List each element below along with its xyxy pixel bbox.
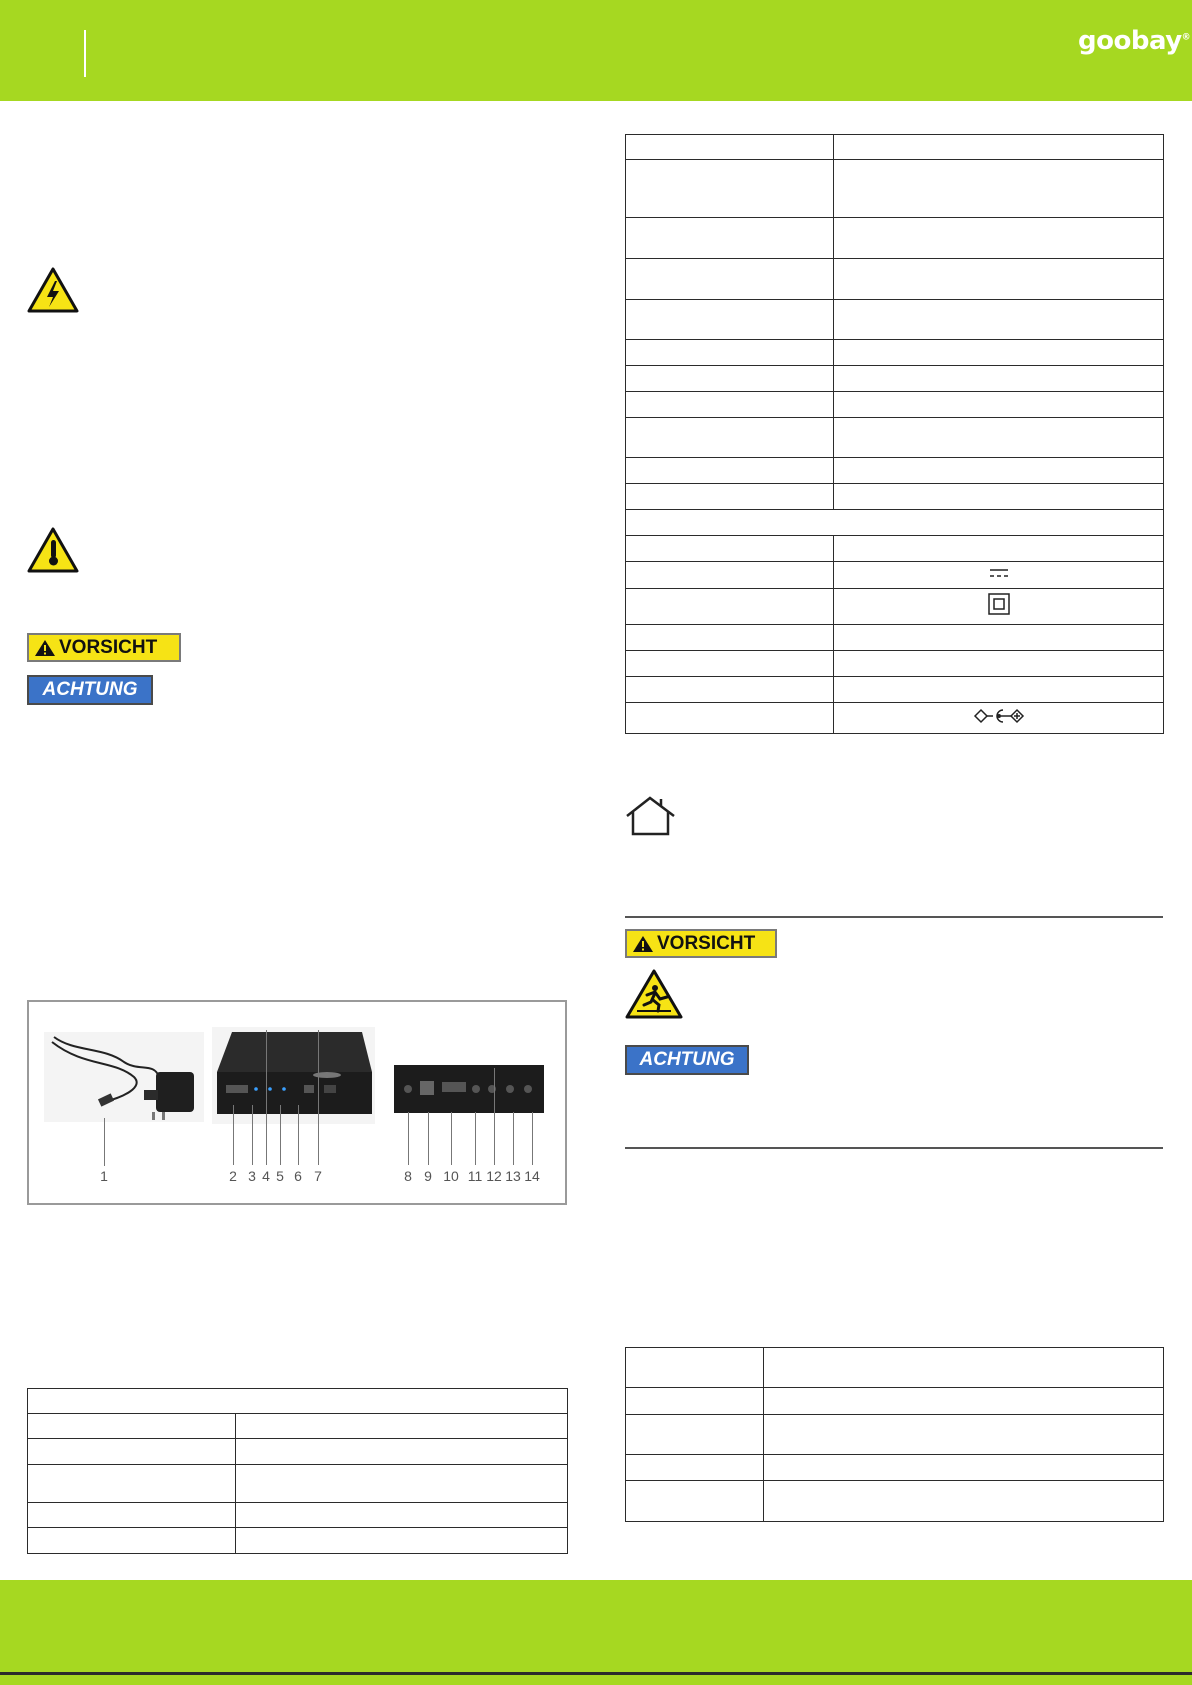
tripping-hazard-warning-icon [625, 969, 683, 1019]
protection-class-ii-icon [988, 593, 1010, 615]
heat-warning-icon [27, 527, 79, 574]
callout-number: 14 [524, 1168, 540, 1184]
callout-number: 2 [229, 1168, 237, 1184]
table-row [28, 1414, 568, 1439]
callout-number: 9 [424, 1168, 432, 1184]
table-row [28, 1528, 568, 1554]
table-row [626, 160, 1164, 218]
polarity-symbol-icon [973, 708, 1025, 724]
header-divider [84, 30, 86, 77]
callout-number: 13 [505, 1168, 521, 1184]
vorsicht-signal-label: VORSICHT [27, 633, 181, 662]
leader-line [233, 1105, 234, 1165]
vorsicht-signal-label: VORSICHT [625, 929, 777, 958]
table-row [626, 536, 1164, 562]
goobay-logo: goobay® [1078, 26, 1191, 56]
page-footer [0, 1580, 1192, 1685]
page-header [0, 0, 1192, 101]
power-adapter-image [44, 1032, 204, 1122]
device-rear-view-image [394, 1065, 544, 1113]
table-row [626, 589, 1164, 625]
leader-line [298, 1105, 299, 1165]
leader-line [318, 1030, 319, 1165]
table-row [626, 259, 1164, 300]
table-row [626, 135, 1164, 160]
table-row [626, 677, 1164, 703]
table-row [626, 625, 1164, 651]
right-spec-table [625, 134, 1164, 734]
callout-number: 12 [486, 1168, 502, 1184]
section-divider [625, 1147, 1163, 1149]
leader-line [104, 1118, 105, 1166]
table-row [626, 1415, 1164, 1455]
leader-line [280, 1105, 281, 1165]
table-row [626, 1481, 1164, 1522]
callout-number: 1 [100, 1168, 108, 1184]
table-row [626, 458, 1164, 484]
warning-triangle-icon [34, 639, 56, 657]
table-row [28, 1465, 568, 1503]
achtung-signal-label: ACHTUNG [625, 1045, 749, 1075]
leader-line [513, 1112, 514, 1165]
device-front-view-image [212, 1027, 375, 1124]
direct-current-icon [989, 567, 1009, 579]
callout-number: 5 [276, 1168, 284, 1184]
table-row [28, 1503, 568, 1528]
table-row [626, 300, 1164, 340]
table-row [626, 1388, 1164, 1415]
callout-number: 3 [248, 1168, 256, 1184]
leader-line [252, 1105, 253, 1165]
leader-line [475, 1112, 476, 1165]
table-row [626, 1348, 1164, 1388]
electric-shock-warning-icon [27, 267, 79, 314]
table-row [626, 562, 1164, 589]
leader-line [266, 1030, 267, 1165]
table-row [28, 1439, 568, 1465]
callout-number: 4 [262, 1168, 270, 1184]
table-row [626, 392, 1164, 418]
footer-bottom-line [0, 1672, 1192, 1675]
leader-line [451, 1112, 452, 1165]
leader-line [494, 1068, 495, 1165]
leader-line [408, 1112, 409, 1165]
table-row [626, 218, 1164, 259]
table-row [626, 1455, 1164, 1481]
section-divider [625, 916, 1163, 918]
table-row [28, 1389, 568, 1414]
right-bottom-table [625, 1347, 1164, 1522]
table-row [626, 510, 1164, 536]
table-row [626, 340, 1164, 366]
left-spec-table [27, 1388, 568, 1554]
callout-number: 11 [467, 1168, 483, 1184]
table-row [626, 366, 1164, 392]
indoor-use-house-icon [625, 796, 676, 836]
leader-line [532, 1112, 533, 1165]
table-row [626, 703, 1164, 734]
callout-number: 8 [404, 1168, 412, 1184]
leader-line [428, 1112, 429, 1165]
callout-number: 7 [314, 1168, 322, 1184]
callout-number: 6 [294, 1168, 302, 1184]
table-row [626, 484, 1164, 510]
table-row [626, 418, 1164, 458]
achtung-signal-label: ACHTUNG [27, 675, 153, 705]
warning-triangle-icon [632, 935, 654, 953]
table-row [626, 651, 1164, 677]
callout-number: 10 [443, 1168, 459, 1184]
